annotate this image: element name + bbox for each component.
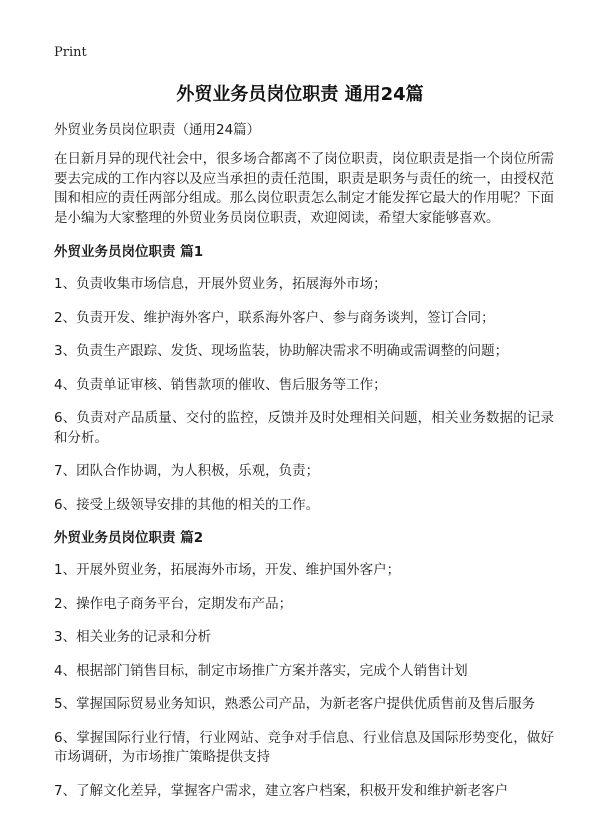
section-1 <box>54 243 554 515</box>
list-item: 2、操作电子商务平台，定期发布产品； <box>54 595 293 612</box>
list-item: 6、接受上级领导安排的其他的相关的工作。 <box>54 496 320 513</box>
list-item: 4、负责单证审核、销售款项的催收、售后服务等工作； <box>54 376 387 393</box>
list-item: 2、负责开发、维护海外客户，联系海外客户、参与商务谈判，签订合同； <box>54 309 495 326</box>
list-item: 4、根据部门销售目标，制定市场推广方案并落实，完成个人销售计划 <box>54 662 468 679</box>
document-title: 外贸业务员岗位职责 通用24篇 <box>176 84 424 105</box>
document-body <box>54 121 554 815</box>
section-heading: 外贸业务员岗位职责 篇2 <box>54 530 204 546</box>
intro-paragraph: 在日新月异的现代社会中，很多场合都离不了岗位职责，岗位职责是指一个岗位所需要去完成的工作内容以及应当承担的责任范围，职责是职务与责任的统一，由授权范围和相应的责任两部分组成。那么岗位职责怎么制定才能发挥它最大的作用呢？下面是小编为大家整理的外贸业务员岗位职责，欢迎阅读，希望大家能够喜欢。 <box>54 151 554 226</box>
list-item: 7、团队合作协调，为人积极，乐观，负责； <box>54 463 320 479</box>
list-item: 1、负责收集市场信息，开展外贸业务，拓展海外市场； <box>54 276 387 292</box>
section-heading: 外贸业务员岗位职责 篇1 <box>54 244 204 260</box>
list-item: 3、相关业务的记录和分析 <box>54 629 212 645</box>
list-item: 7、了解文化差异，掌握客户需求，建立客户档案，积极开发和维护新老客户 <box>54 782 509 799</box>
list-item: 6、负责对产品质量、交付的监控，反馈并及时处理相关问题，相关业务数据的记录和分析。 <box>54 410 554 446</box>
list-item: 3、负责生产跟踪、发货、现场监装，协助解决需求不明确或需调整的问题； <box>54 343 509 359</box>
section-2 <box>54 529 554 801</box>
document-subtitle: 外贸业务员岗位职责（通用24篇） <box>54 122 261 138</box>
print-label: Print <box>54 45 87 60</box>
list-item: 6、掌握国际行业行情，行业网站、竞争对手信息、行业信息及国际形势变化，做好市场调研，为市场推广策略提供支持 <box>54 729 554 765</box>
list-item: 5、掌握国际贸易业务知识，熟悉公司产品，为新老客户提供优质售前及售后服务 <box>54 696 536 712</box>
list-item: 1、开展外贸业务，拓展海外市场，开发、维护国外客户； <box>54 562 401 578</box>
